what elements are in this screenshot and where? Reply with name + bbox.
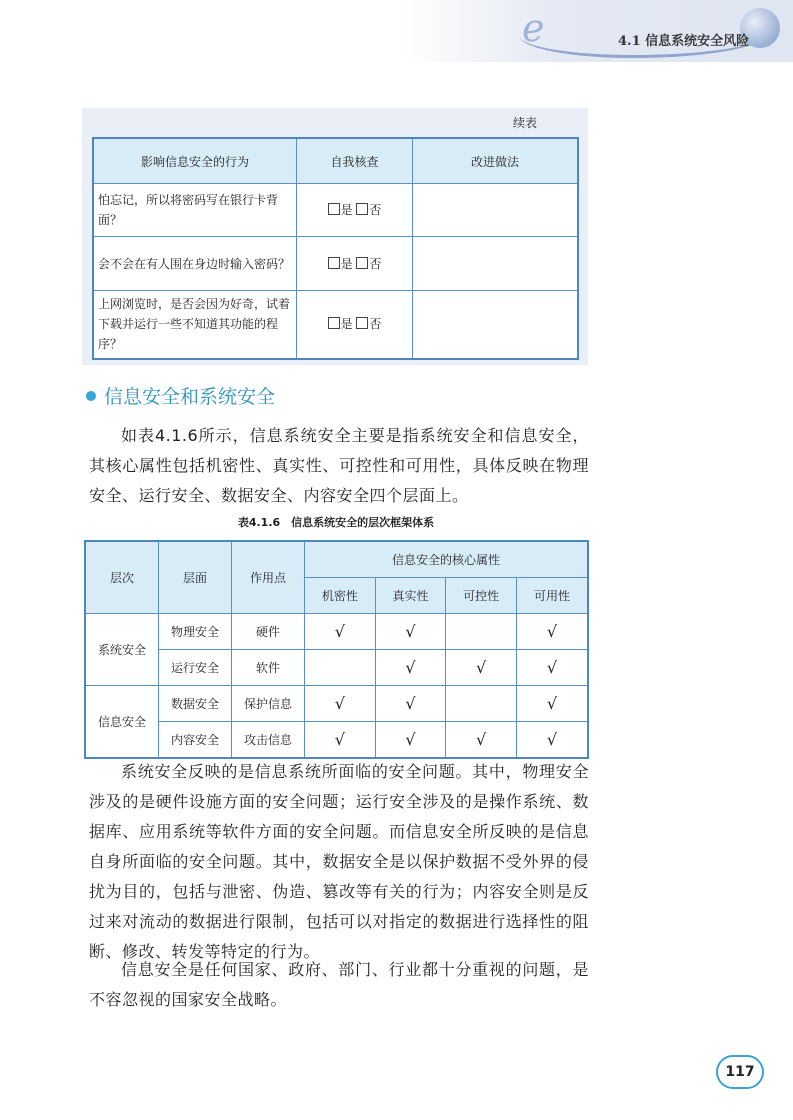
aspect-cell: 物理安全 xyxy=(159,614,232,650)
no-checkbox[interactable] xyxy=(356,317,368,329)
no-label: 否 xyxy=(369,317,382,332)
empty-cell xyxy=(446,686,517,722)
table-row xyxy=(85,614,588,650)
yes-label: 是 xyxy=(340,256,353,271)
check-mark-icon: √ xyxy=(305,686,376,722)
col-header: 真实性 xyxy=(375,578,446,614)
target-cell: 硬件 xyxy=(232,614,305,650)
behavior-cell: 上网浏览时，是否会因为好奇，试着下载并运行一些不知道其功能的程序？ xyxy=(93,291,297,359)
check-mark-icon: √ xyxy=(516,614,588,650)
paragraph: 如表4.1.6所示，信息系统安全主要是指系统安全和信息安全，其核心属性包括机密性、真实性、可控性和可用性，具体反映在物理安全、运行安全、数据安全、内容安全四个层面上。 xyxy=(89,426,589,505)
improve-cell[interactable] xyxy=(413,184,579,237)
check-mark-icon: √ xyxy=(516,722,588,759)
check-mark-icon: √ xyxy=(375,614,446,650)
col-header: 自我核查 xyxy=(297,138,413,184)
col-header: 改进做法 xyxy=(413,138,579,184)
no-checkbox[interactable] xyxy=(356,257,368,269)
no-label: 否 xyxy=(369,256,382,271)
col-header: 可控性 xyxy=(446,578,517,614)
target-cell: 软件 xyxy=(232,650,305,686)
table-row xyxy=(93,237,578,291)
check-mark-icon: √ xyxy=(446,650,517,686)
yes-label: 是 xyxy=(340,317,353,332)
section-heading xyxy=(86,382,275,409)
col-header: 信息安全的核心属性 xyxy=(305,541,589,578)
table-row xyxy=(85,650,588,686)
page-number-badge xyxy=(716,1055,764,1089)
table-row xyxy=(85,722,588,759)
continued-label: 续表 xyxy=(513,116,538,130)
col-header: 机密性 xyxy=(305,578,376,614)
check-mark-icon: √ xyxy=(305,722,376,759)
section-title: 4.1 信息系统安全风险 xyxy=(618,34,750,49)
e-logo-icon: e xyxy=(522,6,545,50)
target-cell: 攻击信息 xyxy=(232,722,305,759)
yes-checkbox[interactable] xyxy=(328,317,340,329)
aspect-cell: 内容安全 xyxy=(159,722,232,759)
self-check-cell[interactable] xyxy=(297,291,413,359)
improve-cell[interactable] xyxy=(413,237,579,291)
page-number: 117 xyxy=(725,1064,755,1080)
level-cell: 系统安全 xyxy=(85,614,159,686)
check-mark-icon: √ xyxy=(375,650,446,686)
aspect-cell: 数据安全 xyxy=(159,686,232,722)
check-mark-icon: √ xyxy=(516,650,588,686)
level-cell: 信息安全 xyxy=(85,686,159,759)
check-mark-icon: √ xyxy=(446,722,517,759)
no-label: 否 xyxy=(369,203,382,217)
yes-label: 是 xyxy=(340,203,353,217)
table-row xyxy=(85,686,588,722)
table-row xyxy=(93,291,578,359)
target-cell: 保护信息 xyxy=(232,686,305,722)
self-check-cell[interactable] xyxy=(297,237,413,291)
col-header: 影响信息安全的行为 xyxy=(93,138,297,184)
empty-cell xyxy=(446,614,517,650)
col-header: 作用点 xyxy=(232,541,305,614)
aspect-cell: 运行安全 xyxy=(159,650,232,686)
table-caption: 表4.1.6 信息系统安全的层次框架体系 xyxy=(237,516,435,529)
paragraph: 信息安全是任何国家、政府、部门、行业都十分重视的问题，是不容忽视的国家安全战略。 xyxy=(89,960,589,1009)
col-header: 层面 xyxy=(159,541,232,614)
empty-cell xyxy=(305,650,376,686)
check-mark-icon: √ xyxy=(375,686,446,722)
check-mark-icon: √ xyxy=(305,614,376,650)
check-mark-icon: √ xyxy=(516,686,588,722)
col-header: 层次 xyxy=(85,541,159,614)
self-check-table xyxy=(92,137,579,360)
section-heading-text: 信息安全和系统安全 xyxy=(104,386,276,408)
check-mark-icon: √ xyxy=(375,722,446,759)
yes-checkbox[interactable] xyxy=(328,257,340,269)
improve-cell[interactable] xyxy=(413,291,579,359)
paragraph: 系统安全反映的是信息系统所面临的安全问题。其中，物理安全涉及的是硬件设施方面的安全问题；运行安全涉及的是操作系统、数据库、应用系统等软件方面的安全问题。而信息安全所反映的是信息自身所面临的安全问题。其中，数据安全是以保护数据不受外界的侵扰为目的，包括与泄密、伪造、篡改等有关的行为；内容安全则是反过来对流动的数据进行限制，包括可以对指定的数据进行选择性的阻断、修改、转发等特定的行为。 xyxy=(89,762,589,961)
table-row xyxy=(93,184,578,237)
no-checkbox[interactable] xyxy=(356,203,368,215)
bullet-icon xyxy=(86,391,96,401)
security-framework-table xyxy=(84,540,589,759)
col-header: 可用性 xyxy=(516,578,588,614)
behavior-cell: 会不会在有人围在身边时输入密码？ xyxy=(93,237,297,291)
self-check-cell[interactable] xyxy=(297,184,413,237)
yes-checkbox[interactable] xyxy=(328,203,340,215)
behavior-cell: 怕忘记，所以将密码写在银行卡背面？ xyxy=(93,184,297,237)
